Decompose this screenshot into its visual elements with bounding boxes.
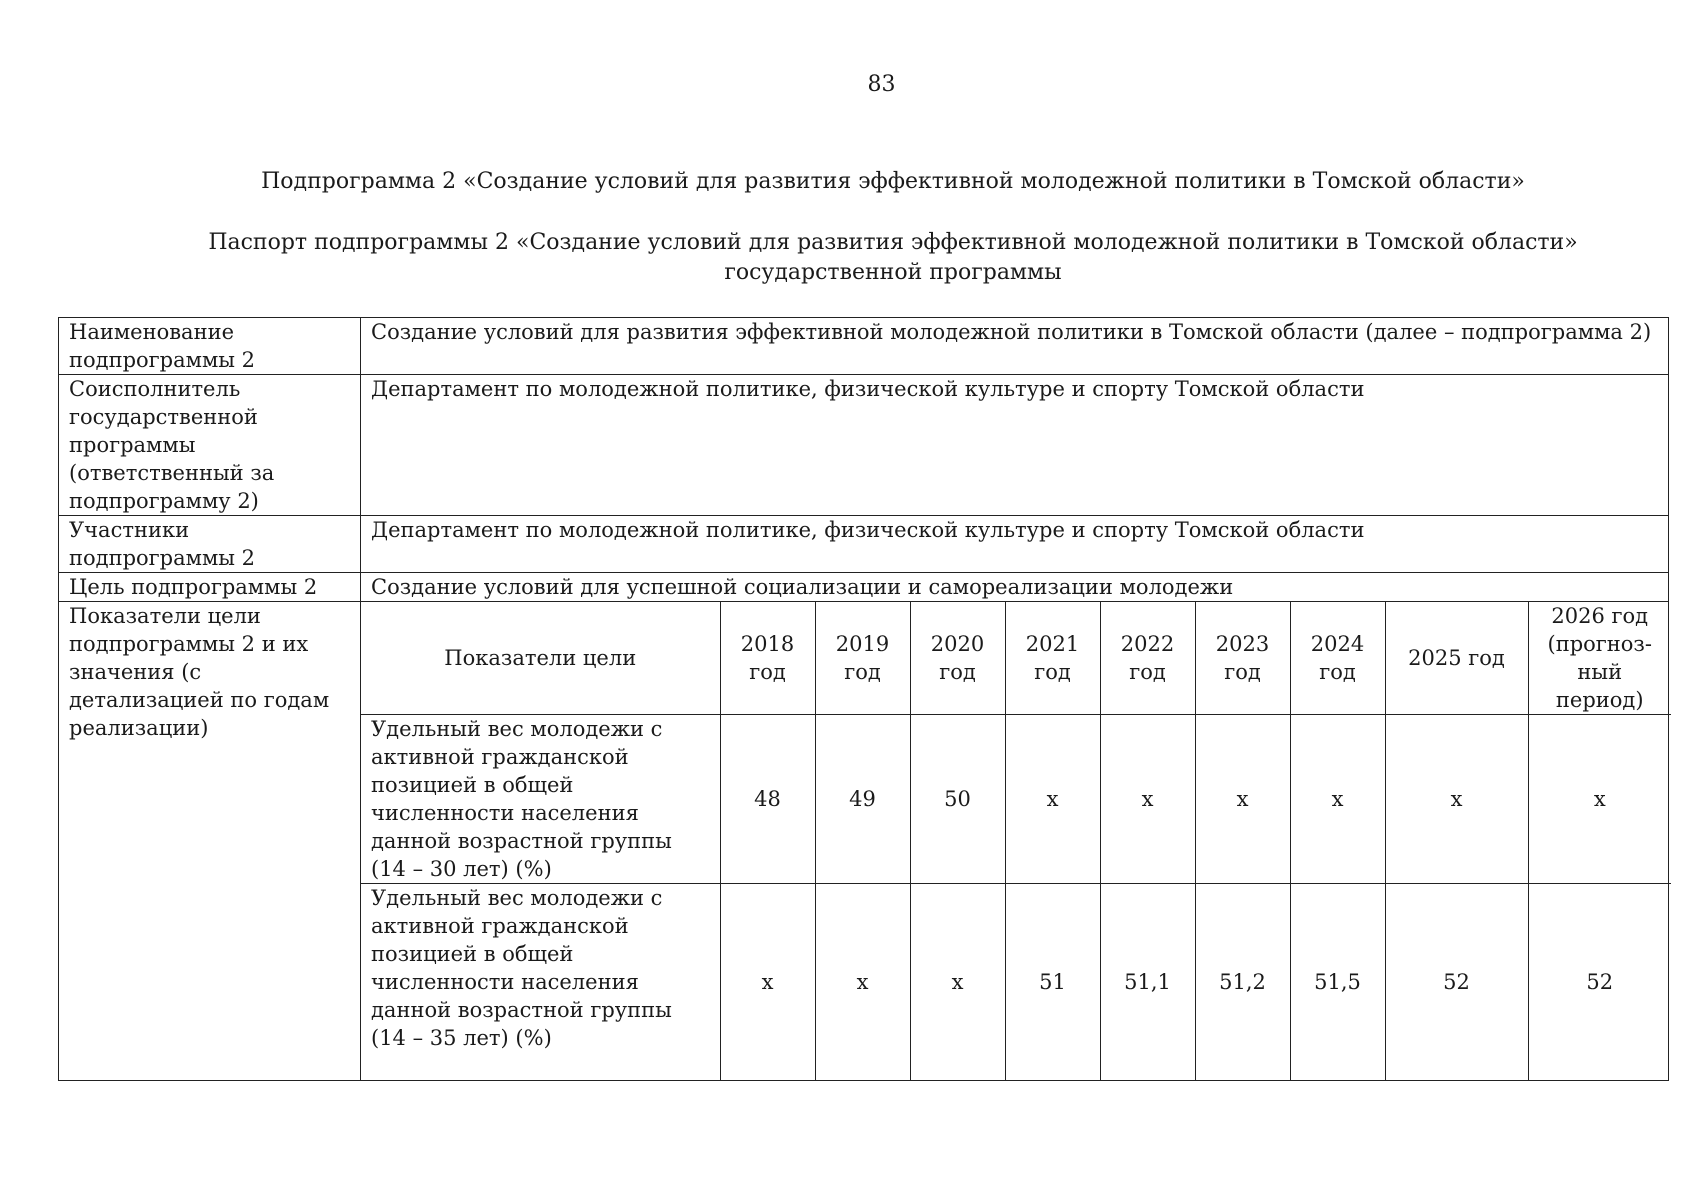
indicator-row [361,715,1671,884]
indicator-name: Удельный вес молодежи с активной гражданской позицией в общей численности населения данной возрастной группы (14 – 35 лет) (%) [361,884,720,1081]
indicator-value: 50 [910,715,1005,884]
column-header: 2024 год [1290,602,1385,715]
column-header: 2023 год [1195,602,1290,715]
column-header: 2022 год [1100,602,1195,715]
table-row [59,602,1669,1081]
indicator-value: 51,5 [1290,884,1385,1081]
indicator-value: x [720,884,815,1081]
indicator-value: 51,2 [1195,884,1290,1081]
table-row [59,318,1669,375]
passport-table [58,317,1669,1081]
indicator-value: 51 [1005,884,1100,1081]
indicator-value: 52 [1528,884,1671,1081]
passport-title: Паспорт подпрограммы 2 «Создание условий для развития эффективной молодежной политики в Томской области» [208,230,1578,255]
row-value: Департамент по молодежной политике, физической культуре и спорту Томской области [361,516,1669,573]
table-row [59,375,1669,516]
indicator-value: x [1385,715,1528,884]
row-label: Цель подпрограммы 2 [59,573,361,602]
subprogram-title: Подпрограмма 2 «Создание условий для развития эффективной молодежной политики в Томской области» [261,169,1525,194]
indicator-value: 52 [1385,884,1528,1081]
indicator-value: x [1528,715,1671,884]
column-header: 2021 год [1005,602,1100,715]
indicator-value: x [1100,715,1195,884]
column-header: 2026 год (прогноз-ный период) [1528,602,1671,715]
row-value: Создание условий для развития эффективной молодежной политики в Томской области (далее – подпрограмма 2) [361,318,1669,375]
indicators-table [361,602,1671,1080]
row-value: Создание условий для успешной социализации и самореализации молодежи [361,573,1669,602]
indicator-value: x [1195,715,1290,884]
row-label: Участники подпрограммы 2 [59,516,361,573]
column-header: 2018 год [720,602,815,715]
indicator-value: 49 [815,715,910,884]
indicator-value: x [910,884,1005,1081]
row-label: Показатели цели подпрограммы 2 и их значения (с детализацией по годам реализации) [59,602,361,1081]
row-label: Соисполнитель государственной программы (ответственный за подпрограмму 2) [59,375,361,516]
row-value: Департамент по молодежной политике, физической культуре и спорту Томской области [361,375,1669,516]
column-header: 2019 год [815,602,910,715]
row-label: Наименование подпрограммы 2 [59,318,361,375]
table-row [59,516,1669,573]
indicator-value: x [815,884,910,1081]
table-row [59,573,1669,602]
indicator-value: 48 [720,715,815,884]
passport-subtitle: государственной программы [724,260,1062,285]
column-header: Показатели цели [361,602,720,715]
indicator-row [361,884,1671,1081]
indicator-value: 51,1 [1100,884,1195,1081]
indicator-value: x [1290,715,1385,884]
page-number: 83 [867,72,896,97]
indicators-cell [361,602,1669,1081]
column-header: 2025 год [1385,602,1528,715]
indicator-name: Удельный вес молодежи с активной гражданской позицией в общей численности населения данной возрастной группы (14 – 30 лет) (%) [361,715,720,884]
indicator-value: x [1005,715,1100,884]
indicators-header-row [361,602,1671,715]
column-header: 2020 год [910,602,1005,715]
